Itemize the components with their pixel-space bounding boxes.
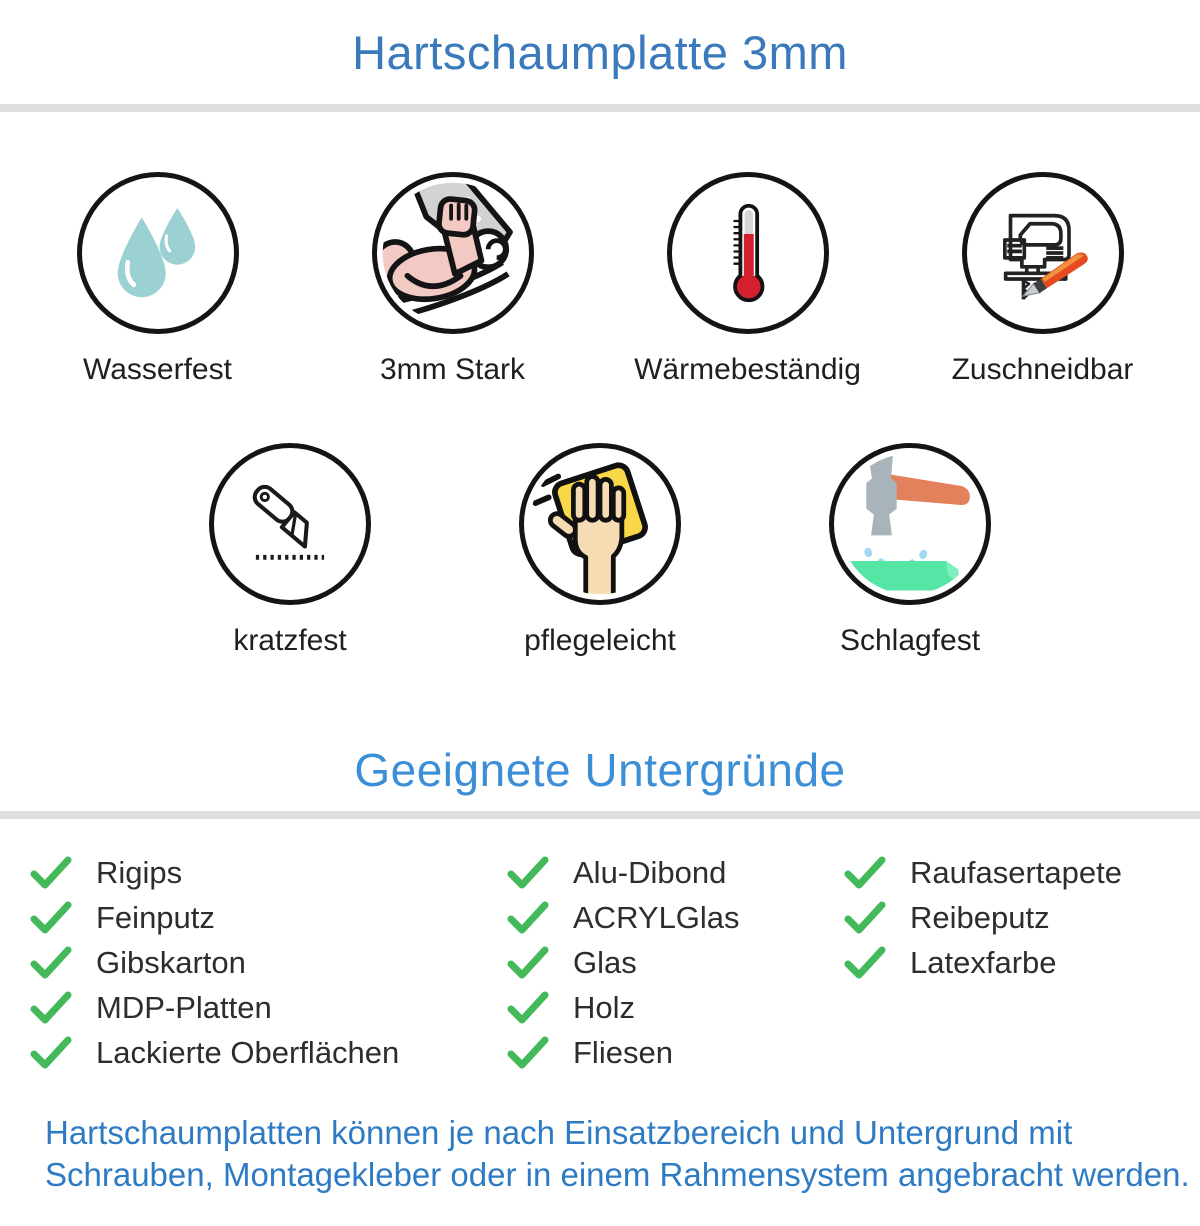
substrates-column-1 bbox=[30, 855, 507, 1080]
substrate-item bbox=[30, 855, 507, 891]
substrate-label: Alu-Dibond bbox=[573, 855, 727, 890]
section-title-untergruende: Geeignete Untergründe bbox=[354, 744, 846, 796]
check-icon bbox=[844, 856, 886, 890]
substrate-label: Latexfarbe bbox=[910, 945, 1057, 980]
page-title: Hartschaumplatte 3mm bbox=[352, 26, 848, 79]
feature-label: Schlagfest bbox=[839, 624, 981, 657]
check-icon bbox=[30, 1036, 72, 1070]
substrate-item bbox=[844, 900, 1122, 936]
utility-knife-icon bbox=[225, 459, 355, 589]
substrate-label: Rigips bbox=[96, 855, 183, 890]
feature-label: 3mm Stark bbox=[379, 353, 526, 386]
check-icon bbox=[844, 901, 886, 935]
water-drops-icon bbox=[96, 191, 220, 315]
feature-schlagfest bbox=[828, 443, 992, 658]
feature-label: Wasserfest bbox=[83, 353, 232, 386]
substrate-label: Reibeputz bbox=[910, 900, 1050, 935]
substrate-label: Gibskarton bbox=[96, 945, 246, 980]
feature-pflegeleicht bbox=[518, 443, 682, 658]
substrate-item bbox=[507, 1035, 844, 1071]
substrates-list bbox=[0, 855, 1200, 1080]
icon-circle bbox=[77, 172, 239, 334]
check-icon bbox=[507, 1036, 549, 1070]
hammer-icon bbox=[834, 448, 986, 600]
check-icon bbox=[30, 991, 72, 1025]
icon-circle bbox=[209, 443, 371, 605]
substrate-item bbox=[507, 855, 844, 891]
substrate-item bbox=[507, 990, 844, 1026]
substrate-item bbox=[507, 900, 844, 936]
substrates-column-2 bbox=[507, 855, 844, 1080]
substrate-label: Holz bbox=[573, 990, 636, 1025]
feature-wasserfest bbox=[10, 172, 305, 387]
icon-circle bbox=[667, 172, 829, 334]
divider-top bbox=[0, 104, 1200, 112]
substrate-item bbox=[30, 1035, 507, 1071]
feature-waermebestaendig bbox=[600, 172, 895, 387]
feature-label: pflegeleicht bbox=[524, 624, 676, 657]
cleaning-hand-icon bbox=[524, 448, 676, 600]
substrate-item bbox=[507, 945, 844, 981]
feature-label: Wärmebeständig bbox=[634, 353, 861, 386]
substrate-item bbox=[844, 945, 1122, 981]
check-icon bbox=[507, 991, 549, 1025]
strong-arm-icon bbox=[377, 177, 529, 329]
check-icon bbox=[844, 946, 886, 980]
features-row-2 bbox=[0, 443, 1200, 658]
footer-line-1: Hartschaumplatten können je nach Einsatzbereich und Untergrund mit bbox=[45, 1114, 1073, 1151]
check-icon bbox=[30, 901, 72, 935]
feature-3mm-stark bbox=[305, 172, 600, 387]
check-icon bbox=[30, 856, 72, 890]
check-icon bbox=[30, 946, 72, 980]
check-icon bbox=[507, 856, 549, 890]
feature-label: kratzfest bbox=[233, 624, 347, 657]
substrates-column-3 bbox=[844, 855, 1122, 1080]
divider-middle bbox=[0, 811, 1200, 819]
icon-circle bbox=[829, 443, 991, 605]
substrate-item bbox=[844, 855, 1122, 891]
features-row-1 bbox=[0, 172, 1200, 387]
substrate-label: MDP-Platten bbox=[96, 990, 272, 1025]
icon-circle bbox=[519, 443, 681, 605]
feature-kratzfest bbox=[208, 443, 372, 658]
check-icon bbox=[507, 901, 549, 935]
substrate-label: Feinputz bbox=[96, 900, 215, 935]
substrate-item bbox=[30, 990, 507, 1026]
substrate-label: Fliesen bbox=[573, 1035, 673, 1070]
jigsaw-icon bbox=[978, 188, 1108, 318]
substrate-label: Lackierte Oberflächen bbox=[96, 1035, 400, 1070]
substrate-item bbox=[30, 900, 507, 936]
footer-line-2: Schrauben, Montagekleber oder in einem Rahmensystem angebracht werden. bbox=[45, 1156, 1190, 1193]
substrate-item bbox=[30, 945, 507, 981]
feature-label: Zuschneidbar bbox=[951, 353, 1134, 386]
check-icon bbox=[507, 946, 549, 980]
substrate-label: Glas bbox=[573, 945, 637, 980]
icon-circle bbox=[962, 172, 1124, 334]
feature-zuschneidbar bbox=[895, 172, 1190, 387]
substrate-label: Raufasertapete bbox=[910, 855, 1122, 890]
footer-note bbox=[45, 1112, 1200, 1196]
icon-circle bbox=[372, 172, 534, 334]
substrate-label: ACRYLGlas bbox=[573, 900, 740, 935]
thermometer-icon bbox=[687, 192, 809, 314]
